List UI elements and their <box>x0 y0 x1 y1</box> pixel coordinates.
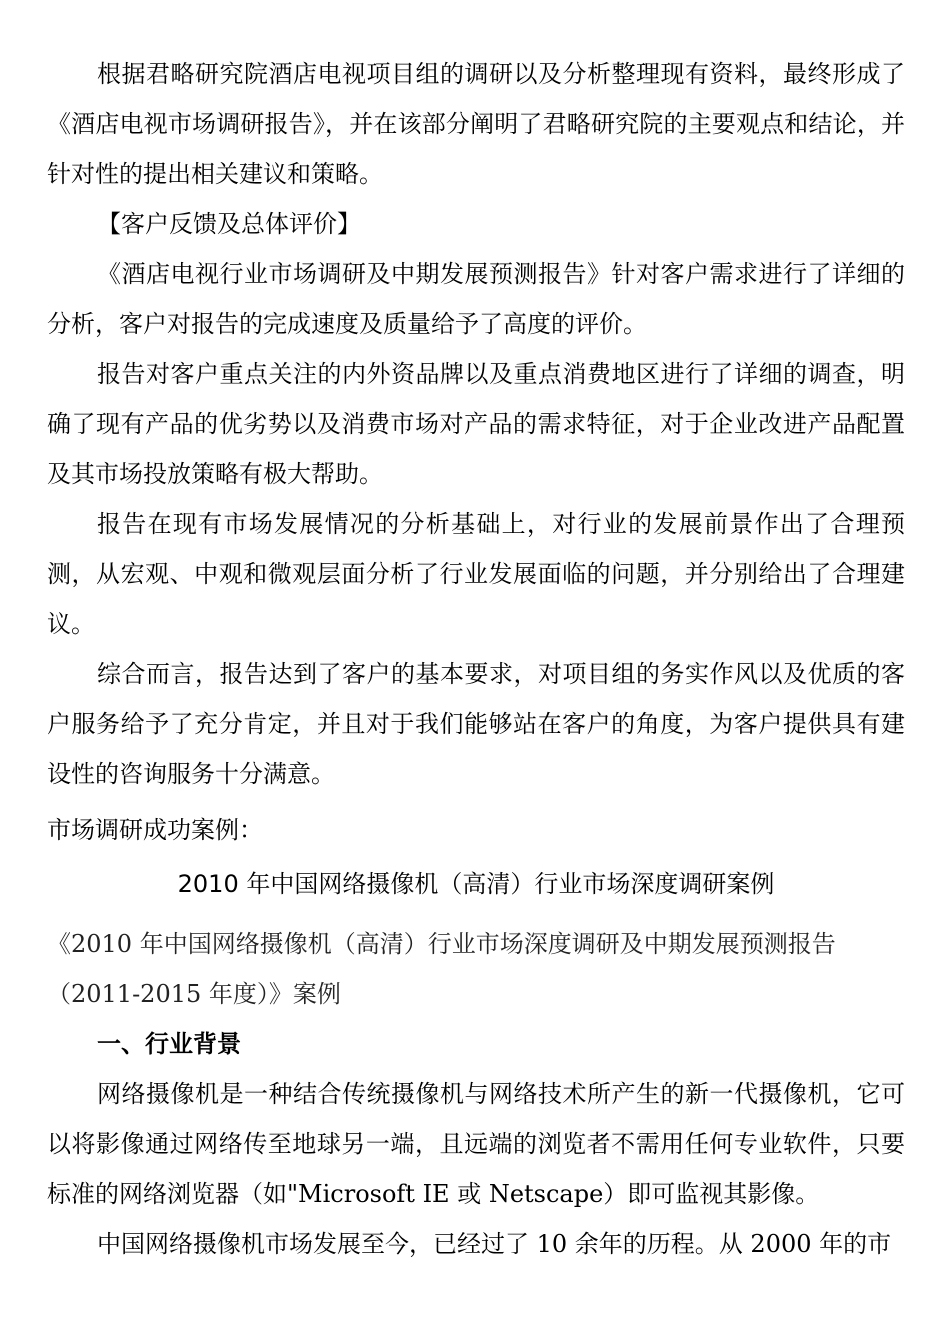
feedback-paragraph-3: 报告在现有市场发展情况的分析基础上，对行业的发展前景作出了合理预测，从宏观、中观和微观层面分析了行业发展面临的问题，并分别给出了合理建议。 <box>47 510 905 638</box>
feedback-paragraph-4: 综合而言，报告达到了客户的基本要求，对项目组的务实作风以及优质的客户服务给予了充分肯定，并且对于我们能够站在客户的角度，为客户提供具有建设性的咨询服务十分满意。 <box>47 660 905 788</box>
case-title: 2010 年中国网络摄像机（高清）行业市场深度调研案例 <box>177 870 775 898</box>
feedback-heading: 【客户反馈及总体评价】 <box>97 210 361 238</box>
case-label: 市场调研成功案例： <box>47 816 263 844</box>
feedback-paragraph-2: 报告对客户重点关注的内外资品牌以及重点消费地区进行了详细的调查，明确了现有产品的优劣势以及消费市场对产品的需求特征，对于企业改进产品配置及其市场投放策略有极大帮助。 <box>47 360 905 488</box>
feedback-paragraph-1: 《酒店电视行业市场调研及中期发展预测报告》针对客户需求进行了详细的分析，客户对报告的完成速度及质量给予了高度的评价。 <box>47 260 905 338</box>
report-title: 《2010 年中国网络摄像机（高清）行业市场深度调研及中期发展预测报告（2011-2015 年度）》案例 <box>47 930 836 1008</box>
intro-paragraph: 根据君略研究院酒店电视项目组的调研以及分析整理现有资料，最终形成了《酒店电视市场调研报告》，并在该部分阐明了君略研究院的主要观点和结论，并针对性的提出相关建议和策略。 <box>47 60 905 188</box>
section-heading-industry-background: 一、行业背景 <box>97 1030 241 1058</box>
section-1-paragraph-2: 中国网络摄像机市场发展至今，已经过了 10 余年的历程。从 2000 年的市 <box>97 1230 892 1258</box>
document-page <box>47 0 905 1269</box>
section-1-paragraph-1: 网络摄像机是一种结合传统摄像机与网络技术所产生的新一代摄像机，它可以将影像通过网络传至地球另一端，且远端的浏览者不需用任何专业软件，只要标准的网络浏览器（如"Microsoft IE 或 Netscape）即可监视其影像。 <box>47 1080 905 1208</box>
